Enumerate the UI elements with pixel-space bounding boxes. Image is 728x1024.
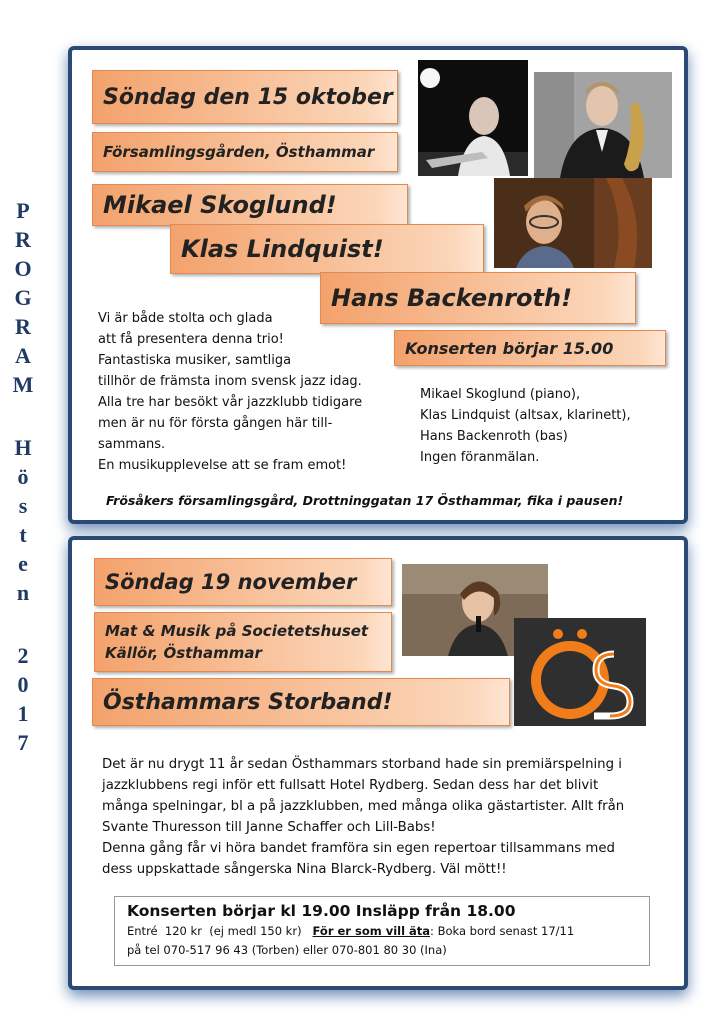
description-line: Alla tre har besökt vår jazzklubb tidigare bbox=[98, 395, 363, 410]
event1-footer: Frösåkers församlingsgård, Drottninggatan 17 Östhammar, fika i pausen! bbox=[106, 493, 624, 508]
description-line: jazzklubbens regi inför ett fullsatt Hotel Rydberg. Sedan dess har det blivit bbox=[102, 778, 599, 793]
description-line: Vi är både stolta och glada bbox=[98, 311, 273, 326]
venue-line: Mat & Musik på Societetshuset bbox=[105, 622, 369, 640]
event1-date: Söndag den 15 oktober bbox=[92, 70, 398, 124]
description-line: tillhör de främsta inom svensk jazz idag. bbox=[98, 374, 362, 389]
booking-note: : Boka bord senast 17/11 bbox=[430, 924, 575, 938]
description-line: men är nu för första gången här till- bbox=[98, 416, 333, 431]
entry-price: Entré 120 kr (ej medl 150 kr) bbox=[127, 924, 313, 938]
lineup-line: Ingen föranmälan. bbox=[420, 450, 540, 465]
os-logo bbox=[514, 618, 646, 726]
side-letter: e bbox=[18, 551, 28, 576]
event1-panel bbox=[68, 46, 688, 524]
description-line: dess uppskattade sångerska Nina Blarck-Rydberg. Väl mött!! bbox=[102, 862, 507, 877]
side-letter: P bbox=[16, 198, 30, 223]
artist1-label: Mikael Skoglund! bbox=[92, 184, 408, 226]
side-letter: t bbox=[19, 522, 27, 547]
side-letter: R bbox=[15, 314, 31, 339]
side-letter: 0 bbox=[17, 672, 29, 697]
side-letter: n bbox=[16, 580, 30, 605]
saxophonist-photo bbox=[534, 72, 672, 178]
event2-info-box bbox=[114, 896, 650, 966]
description-line: många spelningar, bl a på jazzklubben, med många olika gästartister. Allt från bbox=[102, 799, 625, 814]
event2-artist: Östhammars Storband! bbox=[92, 678, 510, 726]
side-letter: O bbox=[14, 256, 32, 281]
info-line-2: på tel 070-517 96 43 (Torben) eller 070-801 80 30 (Ina) bbox=[127, 943, 447, 957]
info-line-1 bbox=[127, 922, 637, 941]
side-letter: s bbox=[18, 493, 28, 518]
description-line: sammans. bbox=[98, 437, 166, 452]
artist2-label: Klas Lindquist! bbox=[170, 224, 484, 274]
artist3-label: Hans Backenroth! bbox=[320, 272, 636, 324]
info-title: Konserten börjar kl 19.00 Insläpp från 18.00 bbox=[127, 902, 516, 920]
event2-venue bbox=[94, 612, 392, 672]
description-line: Det är nu drygt 11 år sedan Östhammars storband hade sin premiärspelning i bbox=[102, 757, 622, 772]
event2-panel bbox=[68, 536, 688, 990]
event1-description bbox=[98, 308, 398, 476]
event1-lineup bbox=[420, 384, 670, 468]
side-letter: G bbox=[14, 285, 32, 310]
event2-date: Söndag 19 november bbox=[94, 558, 392, 606]
side-letter: ö bbox=[17, 464, 29, 489]
description-line: Svante Thuresson till Janne Schaffer och Lill-Babs! bbox=[102, 820, 436, 835]
side-letter: 2 bbox=[17, 643, 29, 668]
description-line: att få presentera denna trio! bbox=[98, 332, 284, 347]
venue-line: Källör, Östhammar bbox=[105, 644, 262, 662]
event2-description bbox=[102, 754, 682, 880]
lineup-line: Klas Lindquist (altsax, klarinett), bbox=[420, 408, 631, 423]
side-letter: 1 bbox=[17, 701, 29, 726]
lineup-line: Mikael Skoglund (piano), bbox=[420, 387, 581, 402]
pianist-photo bbox=[418, 60, 528, 176]
side-letter: H bbox=[14, 435, 32, 460]
side-letter: R bbox=[15, 227, 31, 252]
description-line: Denna gång får vi höra bandet framföra sin egen repertoar tillsammans med bbox=[102, 841, 615, 856]
event1-start-time: Konserten börjar 15.00 bbox=[394, 330, 666, 366]
bassist-photo bbox=[494, 178, 652, 268]
event1-venue: Församlingsgården, Östhammar bbox=[92, 132, 398, 172]
description-line: Fantastiska musiker, samtliga bbox=[98, 353, 292, 368]
side-letter: A bbox=[15, 343, 31, 368]
side-letter: 7 bbox=[17, 730, 29, 755]
description-line: En musikupplevelse att se fram emot! bbox=[98, 458, 347, 473]
side-letter: M bbox=[12, 372, 34, 397]
side-title bbox=[8, 196, 38, 757]
lineup-line: Hans Backenroth (bas) bbox=[420, 429, 568, 444]
dining-note: För er som vill äta bbox=[312, 924, 431, 938]
